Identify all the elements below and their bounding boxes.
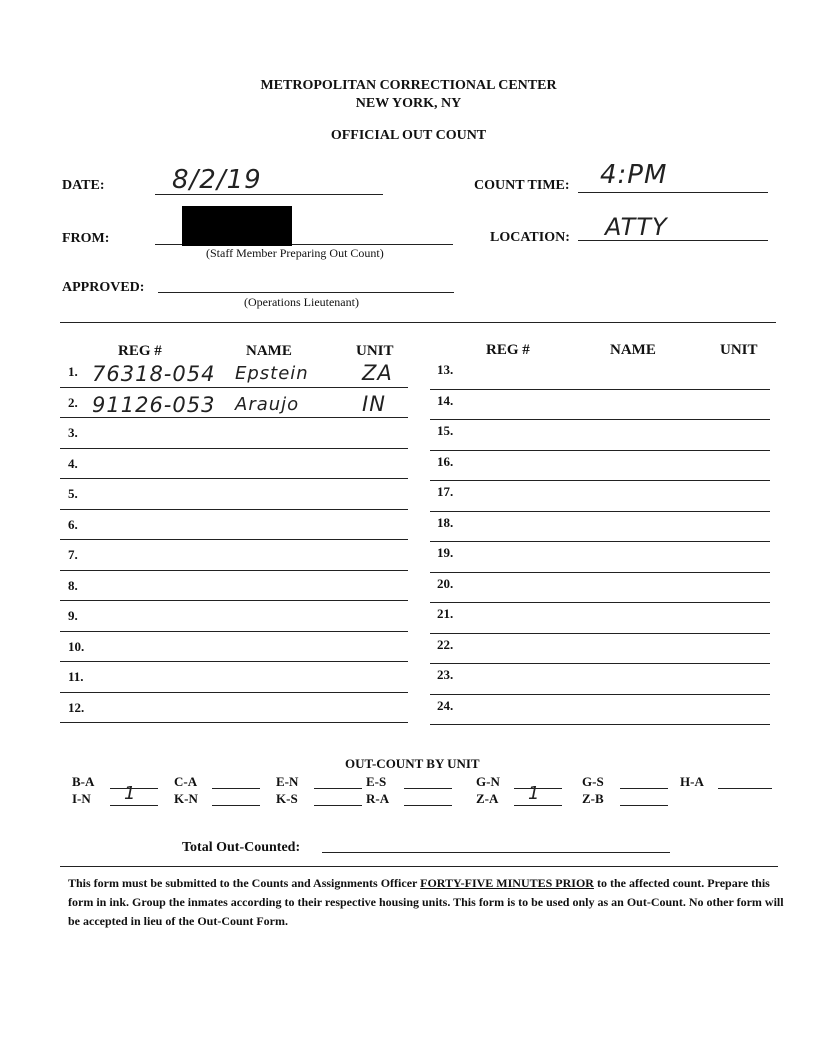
row-number: 22. bbox=[437, 636, 454, 652]
row-line bbox=[60, 387, 408, 388]
row-line bbox=[430, 389, 770, 390]
org-city: NEW YORK, NY bbox=[355, 96, 462, 111]
unit-line[interactable] bbox=[404, 788, 452, 789]
row-number: 17. bbox=[437, 484, 454, 499]
total-line[interactable] bbox=[322, 852, 670, 853]
unit-label: G-N bbox=[476, 774, 500, 789]
row-number: 21. bbox=[437, 606, 454, 621]
row-number: 3. bbox=[68, 425, 78, 440]
unit-label: G-S bbox=[582, 774, 604, 789]
unit-count[interactable]: 1 bbox=[528, 783, 541, 804]
row-number: 8. bbox=[68, 577, 78, 593]
col-name-left: NAME bbox=[246, 343, 292, 359]
unit-label: I-N bbox=[72, 791, 91, 806]
unit-line[interactable] bbox=[404, 805, 452, 806]
row-line bbox=[430, 419, 770, 420]
unit-value[interactable]: ZA bbox=[362, 361, 393, 385]
unit-label: Z-A bbox=[476, 791, 499, 806]
row-line bbox=[60, 631, 408, 632]
out-count-title: OUT-COUNT BY UNIT bbox=[345, 756, 480, 771]
row-number: 12. bbox=[68, 699, 85, 715]
row-line bbox=[430, 572, 770, 573]
org-title: METROPOLITAN CORRECTIONAL CENTER bbox=[260, 78, 557, 93]
footer-text-a: This form must be submitted to the Counts and Assignments Officer bbox=[68, 876, 421, 890]
row-number: 23. bbox=[437, 667, 454, 682]
row-number: 11. bbox=[68, 669, 84, 684]
unit-label: E-S bbox=[366, 774, 387, 789]
unit-line[interactable] bbox=[620, 805, 668, 806]
location-label: LOCATION: bbox=[490, 230, 570, 245]
row-number: 4. bbox=[68, 455, 78, 471]
section-divider bbox=[60, 322, 776, 323]
row-line bbox=[60, 509, 408, 510]
from-caption: (Staff Member Preparing Out Count) bbox=[206, 246, 384, 260]
form-title: OFFICIAL OUT COUNT bbox=[330, 128, 487, 143]
unit-line[interactable] bbox=[514, 805, 562, 806]
row-line bbox=[60, 692, 408, 693]
col-reg-left: REG # bbox=[118, 343, 162, 359]
row-line bbox=[430, 480, 770, 481]
unit-label: E-N bbox=[276, 774, 299, 789]
inmate-name[interactable]: Araujo bbox=[235, 393, 300, 415]
reg-number[interactable]: 91126-053 bbox=[92, 392, 216, 417]
unit-line[interactable] bbox=[212, 788, 260, 789]
col-unit-left: UNIT bbox=[356, 343, 394, 359]
row-line bbox=[60, 722, 408, 723]
date-label: DATE: bbox=[62, 178, 105, 193]
count-time-line bbox=[578, 192, 768, 193]
unit-count[interactable]: 1 bbox=[124, 783, 137, 804]
unit-label: K-N bbox=[174, 791, 198, 806]
unit-label: B-A bbox=[72, 774, 95, 789]
row-line bbox=[60, 570, 408, 571]
row-line bbox=[60, 539, 408, 540]
location-value[interactable]: ATTY bbox=[605, 213, 668, 241]
row-line bbox=[430, 694, 770, 695]
approved-line bbox=[158, 292, 454, 293]
row-line bbox=[430, 602, 770, 603]
row-number: 18. bbox=[437, 514, 454, 530]
unit-label: R-A bbox=[366, 791, 390, 806]
row-line bbox=[60, 417, 408, 418]
row-line bbox=[430, 541, 770, 542]
approved-caption: (Operations Lieutenant) bbox=[244, 295, 359, 309]
total-label: Total Out-Counted: bbox=[182, 840, 301, 855]
redaction-block bbox=[182, 206, 292, 246]
unit-value[interactable]: IN bbox=[362, 391, 386, 416]
row-number: 15. bbox=[437, 423, 454, 438]
unit-label: K-S bbox=[276, 791, 298, 806]
row-line bbox=[430, 663, 770, 664]
row-line bbox=[60, 600, 408, 601]
inmate-name[interactable]: Epstein bbox=[235, 363, 309, 384]
unit-line[interactable] bbox=[718, 788, 772, 789]
row-number: 20. bbox=[437, 575, 454, 591]
approved-label: APPROVED: bbox=[62, 280, 145, 295]
row-number: 2. bbox=[68, 394, 78, 410]
row-number: 24. bbox=[437, 697, 454, 713]
unit-line[interactable] bbox=[212, 805, 260, 806]
unit-line[interactable] bbox=[314, 788, 362, 789]
row-line bbox=[430, 511, 770, 512]
row-number: 19. bbox=[437, 545, 454, 560]
count-time-label: COUNT TIME: bbox=[474, 178, 570, 193]
row-line bbox=[60, 661, 408, 662]
col-name-right: NAME bbox=[610, 342, 656, 358]
row-line bbox=[430, 450, 770, 451]
unit-label: Z-B bbox=[582, 791, 604, 806]
count-time-value[interactable]: 4:PM bbox=[600, 160, 668, 190]
col-unit-right: UNIT bbox=[720, 342, 758, 358]
footer-instructions bbox=[68, 874, 788, 931]
row-number: 16. bbox=[437, 453, 454, 469]
row-number: 5. bbox=[68, 486, 78, 501]
row-line bbox=[430, 633, 770, 634]
reg-number[interactable]: 76318-054 bbox=[92, 362, 216, 386]
row-number: 6. bbox=[68, 516, 78, 532]
col-reg-right: REG # bbox=[486, 342, 530, 358]
date-value[interactable]: 8/2/19 bbox=[172, 165, 262, 195]
row-line bbox=[60, 448, 408, 449]
row-number: 7. bbox=[68, 547, 78, 562]
row-number: 9. bbox=[68, 608, 78, 623]
unit-line[interactable] bbox=[110, 805, 158, 806]
row-line bbox=[430, 724, 770, 725]
row-line bbox=[60, 478, 408, 479]
footer-text-b: to the affected count. Prepare this form in ink. Group the inmates according to their respective housing units. This form is to be used only as an Out-Count. No other form will be accepted in lieu of the Out-Count Form. bbox=[68, 876, 784, 928]
footer-emphasis: FORTY-FIVE MINUTES PRIOR bbox=[420, 876, 594, 890]
unit-line[interactable] bbox=[620, 788, 668, 789]
footer-divider bbox=[60, 866, 778, 867]
unit-line[interactable] bbox=[314, 805, 362, 806]
row-number: 13. bbox=[437, 362, 454, 377]
row-number: 14. bbox=[437, 392, 454, 408]
unit-label: H-A bbox=[680, 774, 704, 789]
row-number: 1. bbox=[68, 364, 78, 379]
from-label: FROM: bbox=[62, 231, 110, 246]
row-number: 10. bbox=[68, 638, 85, 654]
unit-label: C-A bbox=[174, 774, 198, 789]
